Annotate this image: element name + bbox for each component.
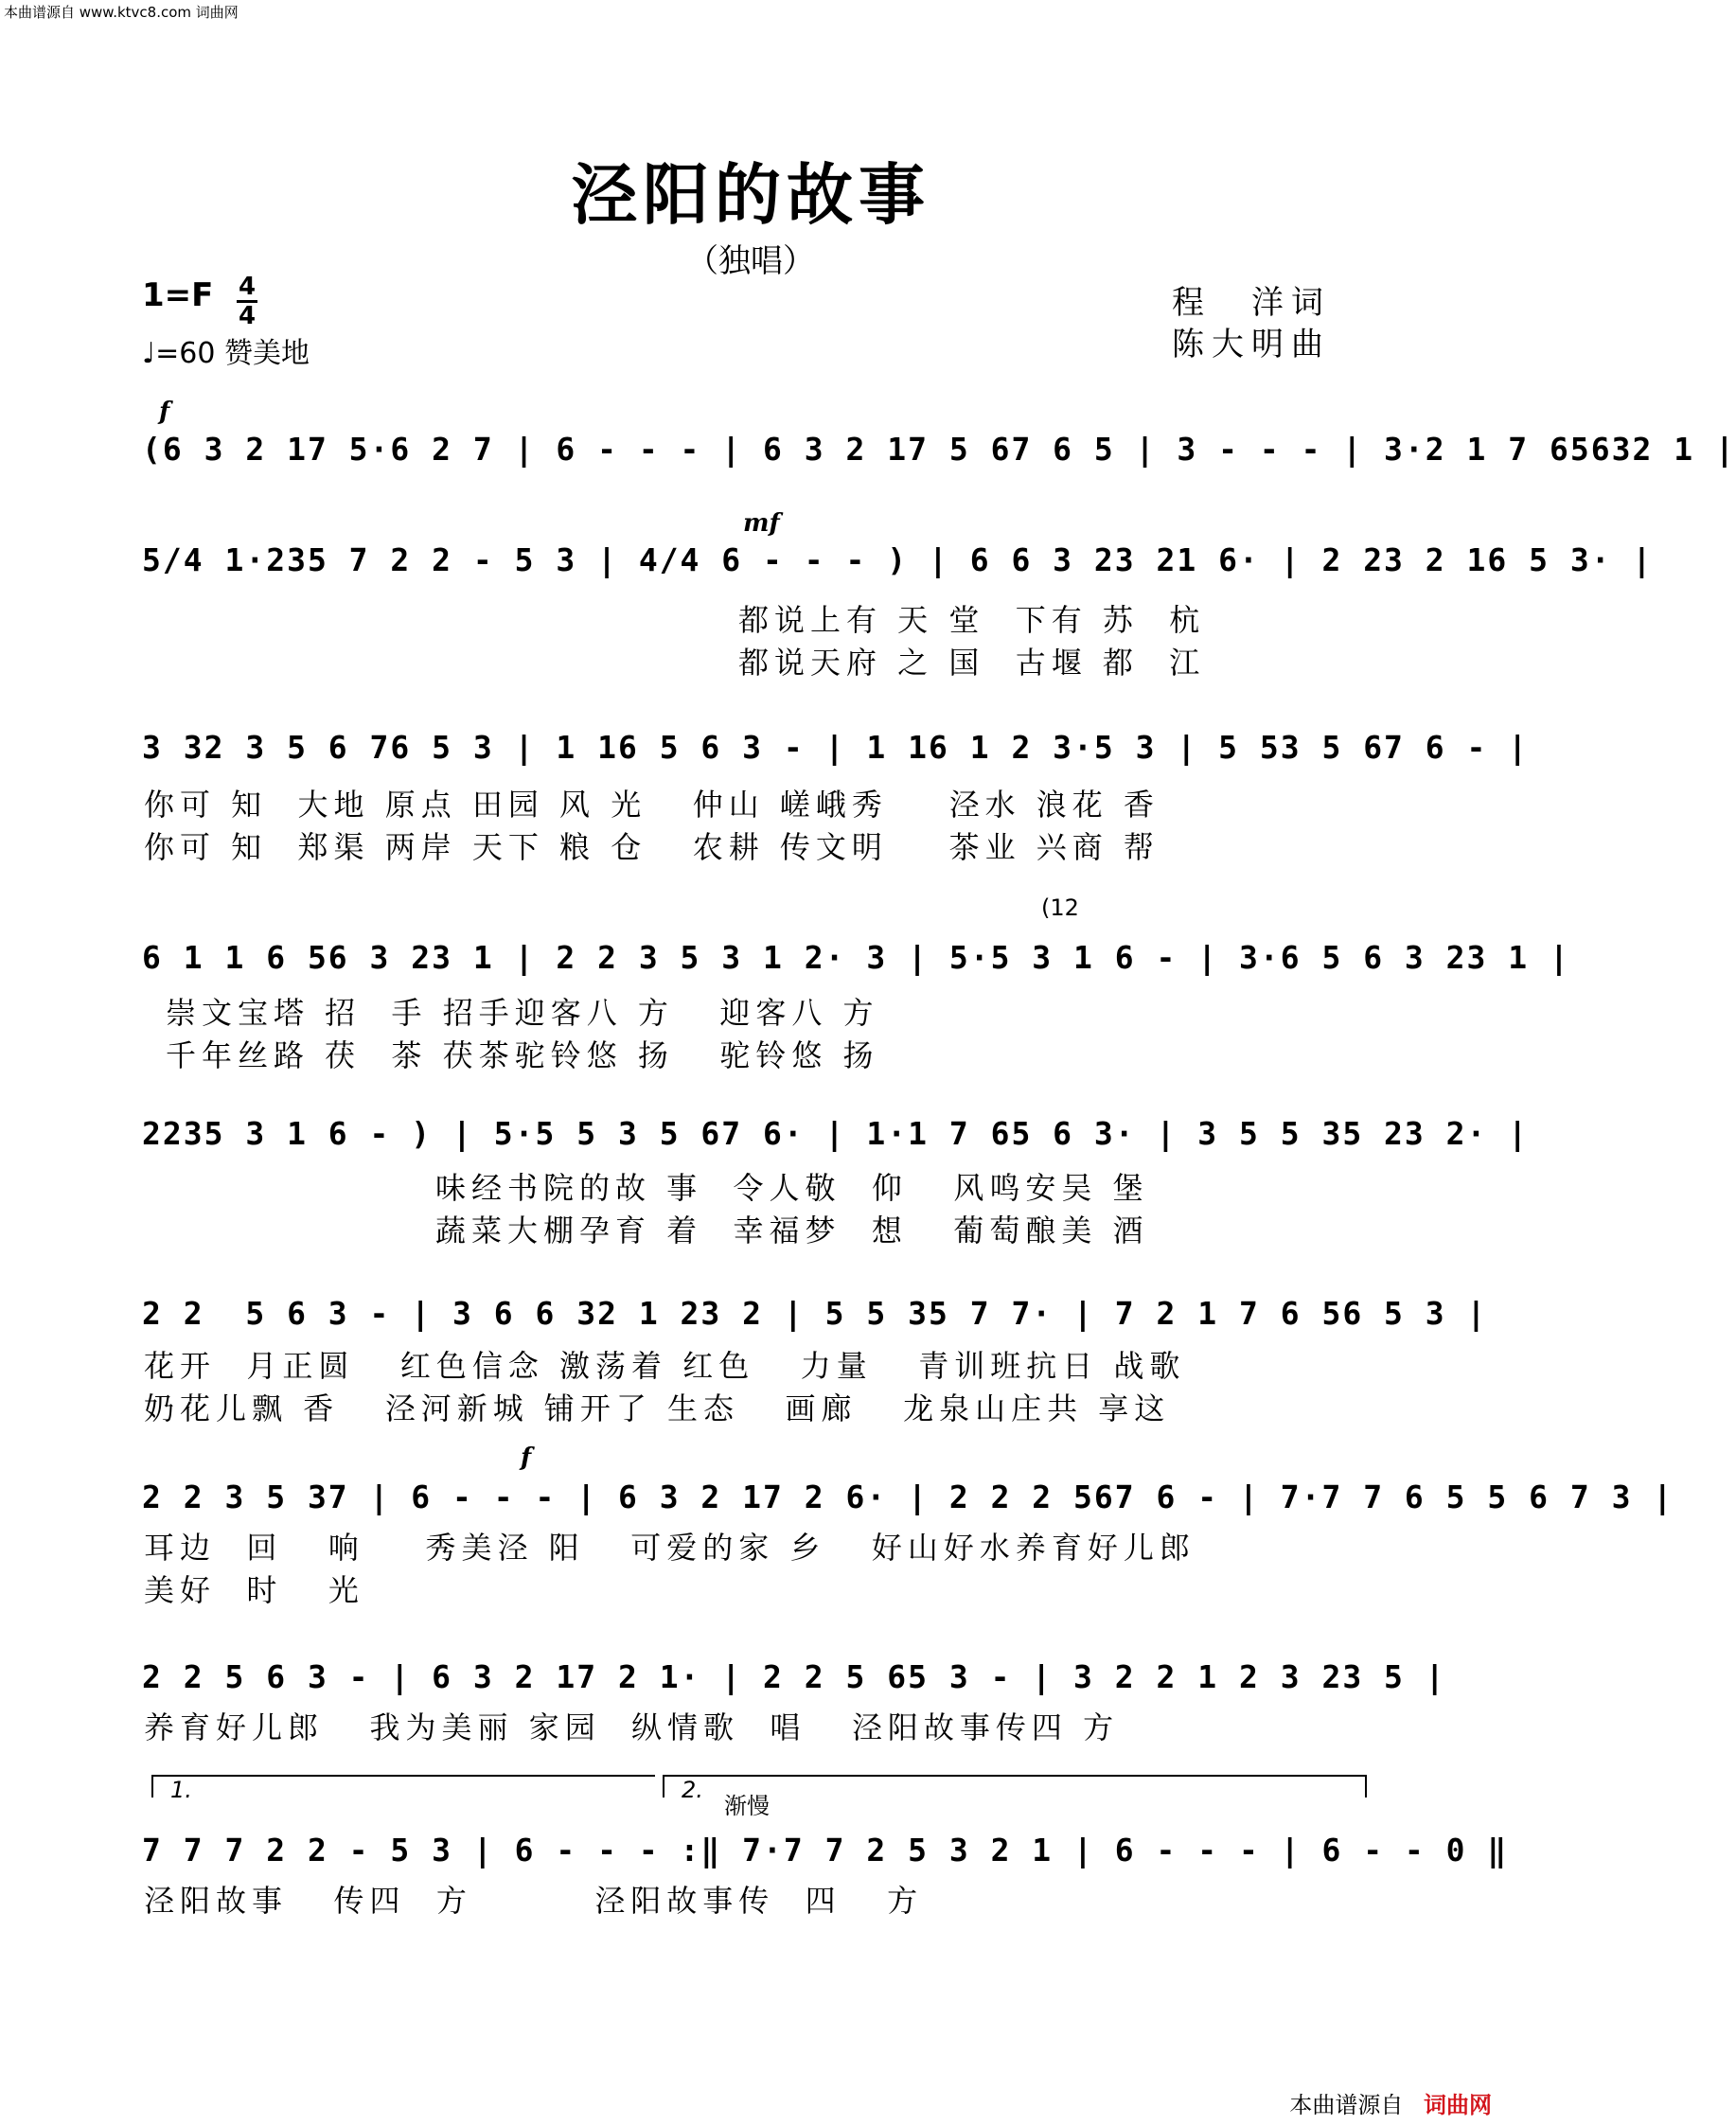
notation-line-4: 6 1 1 6 56 3 23 1 | 2 2 3 5 3 1 2· 3 | 5·5 3 1 6 - | 3·6 5 6 3 23 1 |: [142, 939, 1570, 976]
brand-logo: 词曲网: [1424, 2092, 1492, 2118]
notation-line-7: 2 2 3 5 37 | 6 - - - | 6 3 2 17 2 6· | 2 2 2 567 6 - | 7·7 7 6 5 5 6 7 3 |: [142, 1479, 1674, 1515]
lyric-line-6b: 奶花儿飘 香 泾河新城 铺开了 生态 画廊 龙泉山庄共 享这: [144, 1390, 1171, 1426]
lyric-line-5b: 蔬菜大棚孕育 着 幸福梦 想 葡萄酿美 酒: [435, 1213, 1149, 1248]
notation-line-6: 2 2 5 6 3 - | 3 6 6 32 1 23 2 | 5 5 35 7 7· | 7 2 1 7 6 56 5 3 |: [142, 1295, 1488, 1332]
composer-credit: 陈大明曲: [1172, 326, 1331, 363]
song-subtitle: （独唱）: [686, 242, 815, 280]
lyric-line-7a: 耳边 回 响 秀美泾 阳 可爱的家 乡 好山好水养育好儿郎: [144, 1530, 1196, 1566]
notation-line-1: (6 3 2 17 5·6 2 7 | 6 - - - | 6 3 2 17 5 67 6 5 | 3 - - - | 3·2 1 7 65632 1 |: [142, 431, 1736, 468]
notation-line-3: 3 32 3 5 6 76 5 3 | 1 16 5 6 3 - | 1 16 1 2 3·5 3 | 5 53 5 67 6 - |: [142, 729, 1530, 766]
notation-line-2: 5/4 1·235 7 2 2 - 5 3 | 4/4 6 - - - ) | 6 6 3 23 21 6· | 2 23 2 16 5 3· |: [142, 541, 1654, 578]
volta-2-label: 2.: [682, 1777, 703, 1803]
notation-line-9: 7 7 7 2 2 - 5 3 | 6 - - - :‖ 7·7 7 2 5 3 2 1 | 6 - - - | 6 - - 0 ‖: [142, 1832, 1509, 1868]
lyric-line-6a: 花开 月正圆 红色信念 激荡着 红色 力量 青训班抗日 战歌: [144, 1348, 1186, 1384]
lyric-line-3a: 你可 知 大地 原点 田园 风 光 仲山 嵯峨秀 泾水 浪花 香: [144, 787, 1160, 823]
bottom-watermark-text: 本曲谱源自: [1289, 2092, 1404, 2118]
lyric-line-8a: 养育好儿郎 我为美丽 家园 纵情歌 唱 泾阳故事传四 方: [144, 1709, 1120, 1745]
ritardando-marking: 渐慢: [724, 1793, 770, 1819]
dynamic-forte-2: f: [521, 1443, 532, 1472]
time-sig-top: 4: [238, 273, 257, 301]
notation-line-5: 2235 3 1 6 - ) | 5·5 5 3 5 67 6· | 1·1 7 65 6 3· | 3 5 5 35 23 2· |: [142, 1115, 1530, 1152]
lyric-line-3b: 你可 知 郑渠 两岸 天下 粮 仓 农耕 传文明 茶业 兴商 帮: [144, 829, 1160, 865]
lyric-line-2b: 都说天府 之 国 古堰 都 江: [738, 645, 1206, 681]
lyric-line-5a: 味经书院的故 事 令人敬 仰 风鸣安吴 堡: [435, 1170, 1149, 1206]
song-title: 泾阳的故事: [571, 155, 930, 234]
top-watermark: 本曲谱源自 www.ktvc8.com 词曲网: [4, 4, 239, 21]
instrumental-marker: (12: [1041, 894, 1079, 921]
lyric-line-9a: 泾阳故事 传四 方 泾阳故事传 四 方: [144, 1883, 924, 1919]
lyric-line-4a: 崇文宝塔 招 手 招手迎客八 方 迎客八 方: [166, 995, 879, 1031]
time-signature: [237, 274, 257, 328]
dynamic-mezzo-forte: mf: [743, 509, 780, 538]
lyricist-credit: 程 洋词: [1172, 284, 1331, 322]
time-sig-bottom: 4: [238, 302, 257, 330]
key-signature: 1=F: [142, 276, 214, 314]
lyric-line-7b: 美好 时 光: [144, 1572, 364, 1608]
lyric-line-2a: 都说上有 天 堂 下有 苏 杭: [738, 602, 1206, 638]
tempo-marking: ♩=60 赞美地: [142, 337, 310, 370]
bottom-watermark: [1289, 2086, 1492, 2119]
volta-first-ending: [151, 1775, 655, 1797]
volta-1-label: 1.: [170, 1777, 192, 1803]
lyric-line-4b: 千年丝路 茯 茶 茯茶驼铃悠 扬 驼铃悠 扬: [166, 1037, 879, 1073]
dynamic-forte: f: [159, 398, 170, 426]
notation-line-8: 2 2 5 6 3 - | 6 3 2 17 2 1· | 2 2 5 65 3 - | 3 2 2 1 2 3 23 5 |: [142, 1658, 1446, 1695]
